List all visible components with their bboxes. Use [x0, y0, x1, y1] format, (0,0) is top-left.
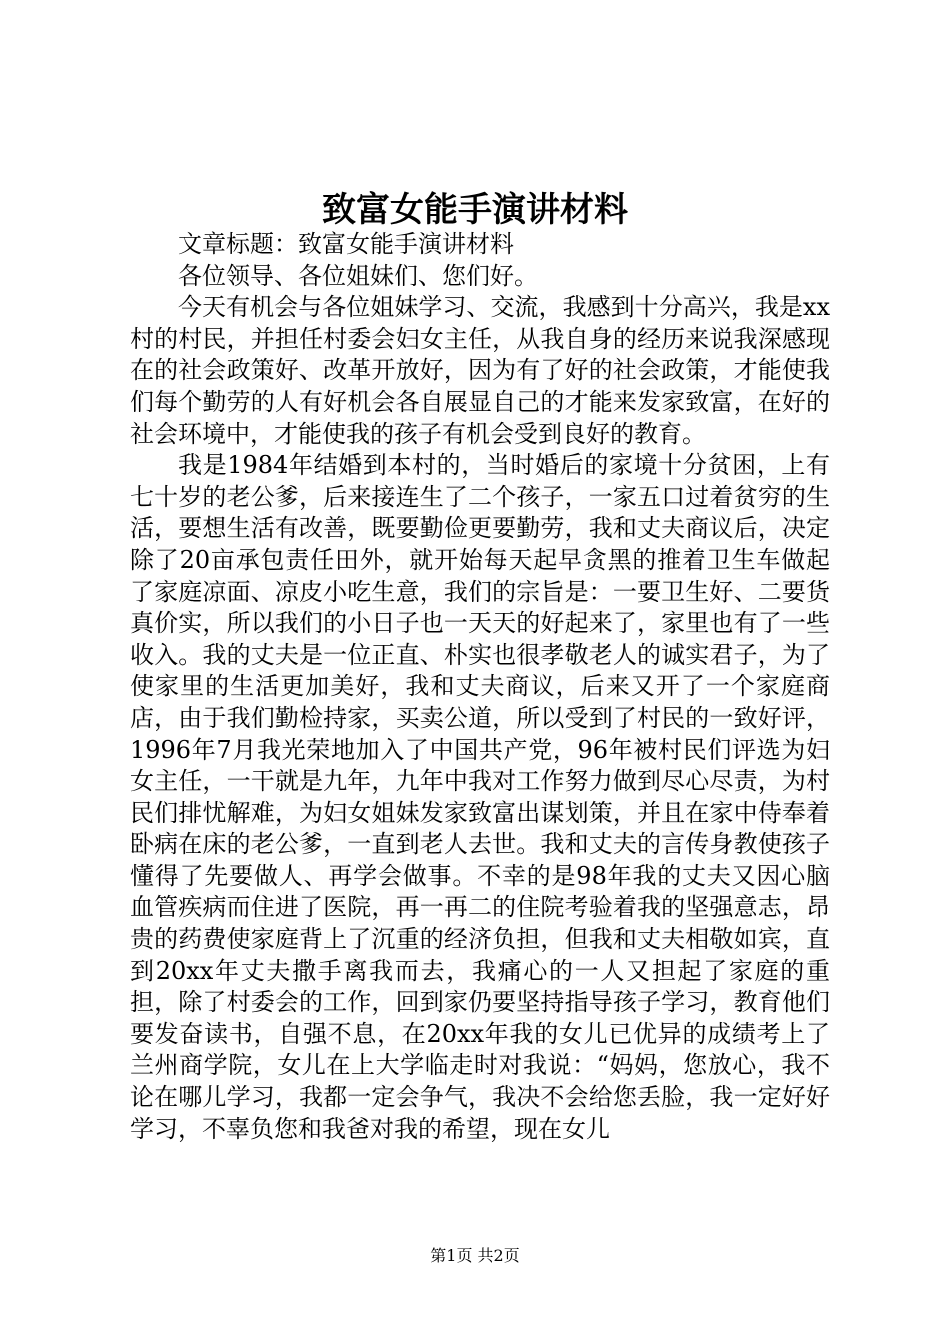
- article-title-line: 文章标题：致富女能手演讲材料: [178, 230, 514, 258]
- page-footer: 第1页 共2页: [430, 1246, 520, 1265]
- body-paragraph: 我是1984年结婚到本村的，当时婚后的家境十分贫困，上有七十岁的老公爹，后来接连生了二个孩子，一家五口过着贫穷的生活，要想生活有改善，既要勤俭更要勤劳，我和丈夫商议后，决定除了20亩承包责任田外，就开始每天起早贪黑的推着卫生车做起了家庭凉面、凉皮小吃生意，我们的宗旨是：一要卫生好、二要货真价实，所以我们的小日子也一天天的好起来了，家里也有了一些收入。我的丈夫是一位正直、朴实也很孝敬老人的诚实君子，为了使家里的生活更加美好，我和丈夫商议，后来又开了一个家庭商店，由于我们勤检持家，买卖公道，所以受到了村民的一致好评，1996年7月我光荣地加入了中国共产党，96年被村民们评选为妇女主任，一干就是九年，九年中我对工作努力做到尽心尽责，为村民们排忧解难，为妇女姐妹发家致富出谋划策，并且在家中侍奉着卧病在床的老公爹，一直到老人去世。我和丈夫的言传身教使孩子懂得了先要做人、再学会做事。不幸的是98年我的丈夫又因心脑血管疾病而住进了医院，再一再二的住院考验着我的坚强意志，昂贵的药费使家庭背上了沉重的经济负担，但我和丈夫相敬如宾，直到20xx年丈夫撒手离我而去，我痛心的一人又担起了家庭的重担，除了村委会的工作，回到家仍要坚持指导孩子学习，教育他们要发奋读书，自强不息，在20xx年我的女儿已优异的成绩考上了兰州商学院，女儿在上大学临走时对我说：“妈妈，您放心，我不论在哪儿学习，我都一定会争气，我决不会给您丢脸，我一定好好学习，不辜负您和我爸对我的希望，现在女儿: [130, 451, 830, 1143]
- body-paragraph: 今天有机会与各位姐妹学习、交流，我感到十分高兴，我是xx村的村民，并担任村委会妇女主任，从我自身的经历来说我深感现在的社会政策好、改革开放好，因为有了好的社会政策，才能使我们每个勤劳的人有好机会各自展显自己的才能来发家致富，在好的社会环境中，才能使我的孩子有机会受到良好的教育。: [130, 293, 830, 448]
- document-body: [130, 229, 830, 1145]
- greeting-paragraph: 各位领导、各位姐妹们、您们好。: [178, 261, 538, 290]
- page-title: 致富女能手演讲材料: [322, 190, 628, 230]
